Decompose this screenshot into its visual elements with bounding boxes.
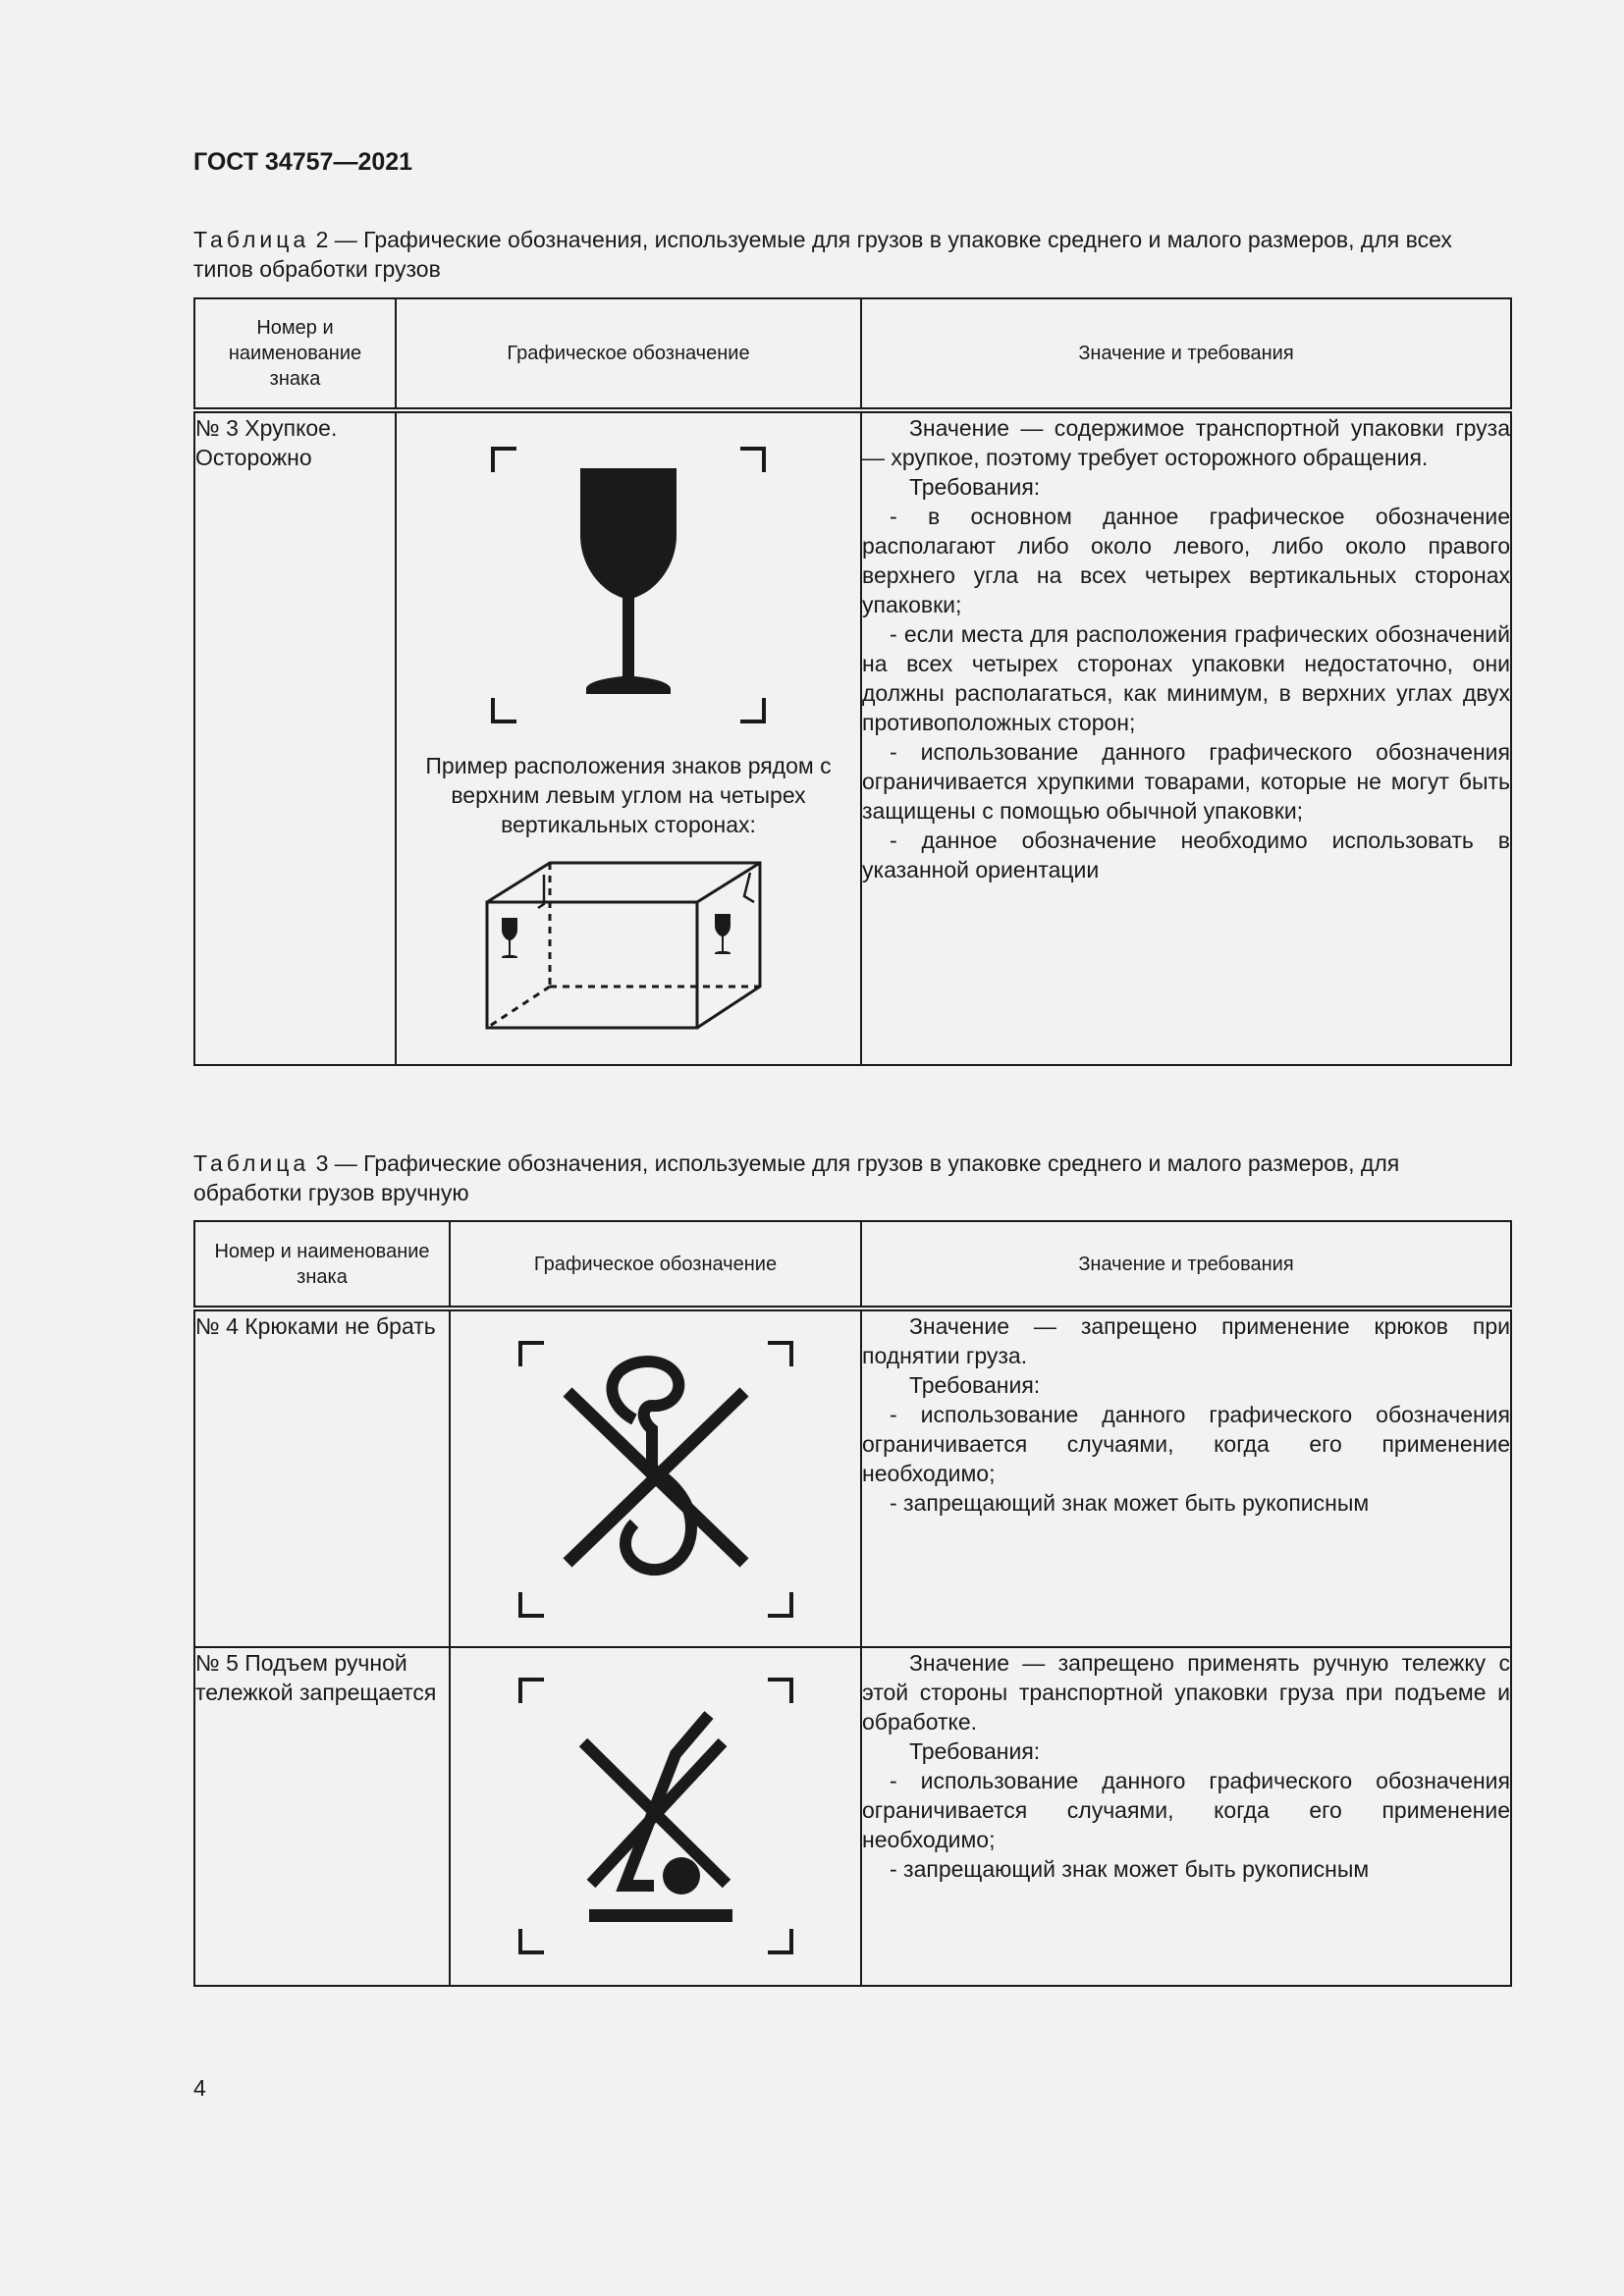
box-with-fragile-signs-icon (471, 853, 785, 1040)
requirement-item: - использование данного графического обозначения ограничивается хрупкими товарами, которые не могут быть защищены с помощью обычной упаковки; (862, 739, 1510, 824)
meaning-text: Значение — запрещено применять ручную тележку с этой стороны транспортной упаковки груза при подъеме и обработке. (862, 1650, 1510, 1735)
requirement-item: - использование данного графического обозначения ограничивается случаями, когда его применение необходимо; (862, 1768, 1510, 1852)
table2-symbol-cell (396, 410, 861, 1065)
table2-caption (193, 225, 1509, 284)
table2-caption-label: Таблица (193, 227, 310, 252)
crossed-hook-icon (499, 1321, 813, 1635)
requirements-title: Требования: (909, 474, 1041, 500)
meaning-text: Значение — содержимое транспортной упаковки груза — хрупкое, поэтому требует осторожного обращения. (862, 415, 1510, 470)
requirement-item: - если места для расположения графических обозначений на всех четырех сторонах упаковки недостаточно, они должны располагаться, как минимум, в верхних углах двух противоположных сторон; (862, 621, 1510, 735)
table3-caption (193, 1148, 1509, 1207)
requirement-item: - в основном данное графическое обозначение располагают либо около левого, либо около правого верхнего угла на всех четырех вертикальных сторонах упаковки; (862, 504, 1510, 617)
table3-header-number: Номер и наименование знака (194, 1221, 450, 1308)
table3-symbol-cell-hand-truck (450, 1647, 861, 1986)
meaning-text: Значение — запрещено применение крюков при поднятии груза. (862, 1313, 1510, 1368)
table2-caption-text: 2 — Графические обозначения, используемые для грузов в упаковке среднего и малого размеров, для всех типов обработки грузов (193, 227, 1452, 282)
table2-row-name: № 3 Хрупкое. Осторожно (194, 410, 396, 1065)
table3-symbol-cell-hooks (450, 1308, 861, 1647)
table3-caption-text: 3 — Графические обозначения, используемые для грузов в упаковке среднего и малого размеров, для обработки грузов вручную (193, 1150, 1400, 1205)
table3-meaning-cell-hooks (861, 1308, 1511, 1647)
table2 (193, 297, 1512, 1066)
table3-meaning-cell-hand-truck (861, 1647, 1511, 1986)
requirement-item: - данное обозначение необходимо использовать в указанной ориентации (862, 828, 1510, 882)
requirement-item: - запрещающий знак может быть рукописным (890, 1856, 1370, 1882)
table2-header-meaning: Значение и требования (861, 298, 1511, 410)
table2-meaning-cell (861, 410, 1511, 1065)
requirements-title: Требования: (909, 1738, 1041, 1764)
table2-header-number: Номер и наименование знака (194, 298, 396, 410)
table3-header-symbol: Графическое обозначение (450, 1221, 861, 1308)
wine-glass-icon (471, 427, 785, 741)
requirement-item: - запрещающий знак может быть рукописным (890, 1490, 1370, 1516)
table3-row-name-hand-truck: № 5 Подъем ручной тележкой запрещается (194, 1647, 450, 1986)
table3-header-meaning: Значение и требования (861, 1221, 1511, 1308)
page-number: 4 (193, 2075, 206, 2101)
crossed-hand-truck-icon (499, 1658, 813, 1972)
requirements-title: Требования: (909, 1372, 1041, 1398)
table3 (193, 1220, 1512, 1987)
table2-header-symbol: Графическое обозначение (396, 298, 861, 410)
table3-caption-label: Таблица (193, 1150, 310, 1176)
document-code: ГОСТ 34757—2021 (193, 148, 413, 176)
table3-row-name-hooks: № 4 Крюками не брать (194, 1308, 450, 1647)
requirement-item: - использование данного графического обозначения ограничивается случаями, когда его применение необходимо; (862, 1402, 1510, 1486)
placement-example-text: Пример расположения знаков рядом с верхним левым углом на четырех вертикальных сторонах: (425, 753, 832, 837)
